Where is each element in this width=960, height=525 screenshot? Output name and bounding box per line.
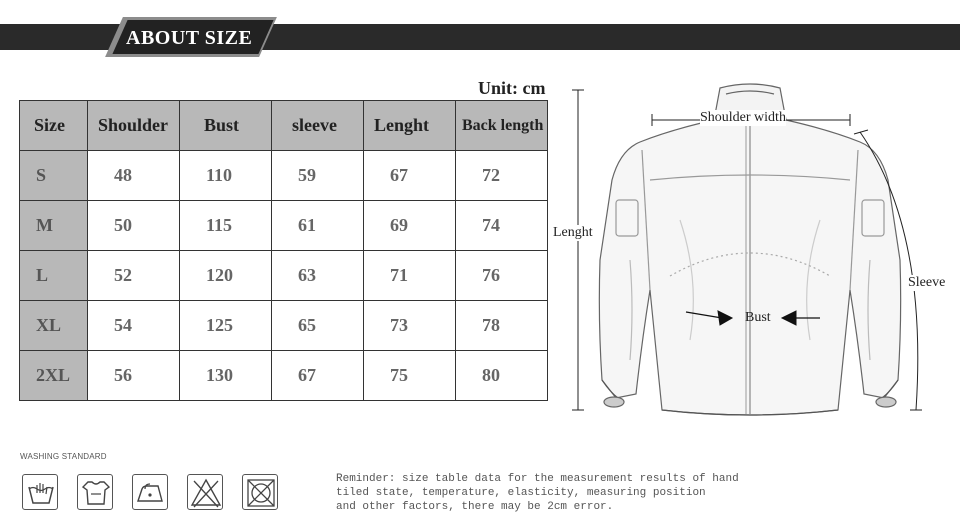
table-cell: 110	[180, 151, 272, 201]
header-shoulder: Shoulder	[88, 101, 180, 151]
size-cell: S	[20, 151, 88, 201]
table-row	[20, 301, 548, 351]
table-cell: 48	[88, 151, 180, 201]
sleeve-label: Sleeve	[908, 275, 946, 290]
size-cell: XL	[20, 301, 88, 351]
table-cell: 69	[364, 201, 456, 251]
dry-flat-icon	[77, 474, 113, 510]
table-cell: 80	[456, 351, 548, 401]
jacket-diagram	[550, 80, 950, 420]
unit-label: Unit: cm	[478, 78, 546, 98]
table-cell: 125	[180, 301, 272, 351]
table-header-row	[20, 101, 548, 151]
table-row	[20, 251, 548, 301]
table-cell: 56	[88, 351, 180, 401]
table-cell: 54	[88, 301, 180, 351]
bust-label: Bust	[745, 310, 771, 325]
reminder-line: tiled state, temperature, elasticity, measuring position	[336, 487, 706, 499]
reminder-line: and other factors, there may be 2cm error.	[336, 501, 614, 513]
table-cell: 130	[180, 351, 272, 401]
size-cell: L	[20, 251, 88, 301]
table-cell: 76	[456, 251, 548, 301]
page-title: ABOUT SIZE	[126, 27, 253, 49]
table-cell: 120	[180, 251, 272, 301]
no-tumble-dry-icon	[242, 474, 278, 510]
header-bust: Bust	[180, 101, 272, 151]
iron-low-icon	[132, 474, 168, 510]
size-table	[19, 100, 548, 401]
header-length: Lenght	[364, 101, 456, 151]
size-cell: 2XL	[20, 351, 88, 401]
table-cell: 67	[364, 151, 456, 201]
table-row	[20, 151, 548, 201]
hand-wash-icon	[22, 474, 58, 510]
table-cell: 50	[88, 201, 180, 251]
table-cell: 73	[364, 301, 456, 351]
shoulder-width-label: Shoulder width	[700, 110, 786, 125]
table-cell: 67	[272, 351, 364, 401]
no-bleach-icon	[187, 474, 223, 510]
table-row	[20, 201, 548, 251]
header-sleeve: sleeve	[272, 101, 364, 151]
table-cell: 59	[272, 151, 364, 201]
table-cell: 72	[456, 151, 548, 201]
table-cell: 71	[364, 251, 456, 301]
table-cell: 52	[88, 251, 180, 301]
table-cell: 61	[272, 201, 364, 251]
size-cell: M	[20, 201, 88, 251]
length-label: Lenght	[553, 225, 593, 240]
header-back-length: Back length	[456, 101, 548, 151]
table-cell: 65	[272, 301, 364, 351]
table-cell: 74	[456, 201, 548, 251]
table-cell: 115	[180, 201, 272, 251]
table-cell: 78	[456, 301, 548, 351]
table-row	[20, 351, 548, 401]
reminder-note	[336, 472, 739, 514]
washing-icons	[22, 474, 278, 510]
reminder-line: Reminder: size table data for the measurement results of hand	[336, 473, 739, 485]
table-cell: 75	[364, 351, 456, 401]
washing-standard-title: WASHING STANDARD	[20, 452, 107, 461]
table-cell: 63	[272, 251, 364, 301]
header-size: Size	[20, 101, 88, 151]
